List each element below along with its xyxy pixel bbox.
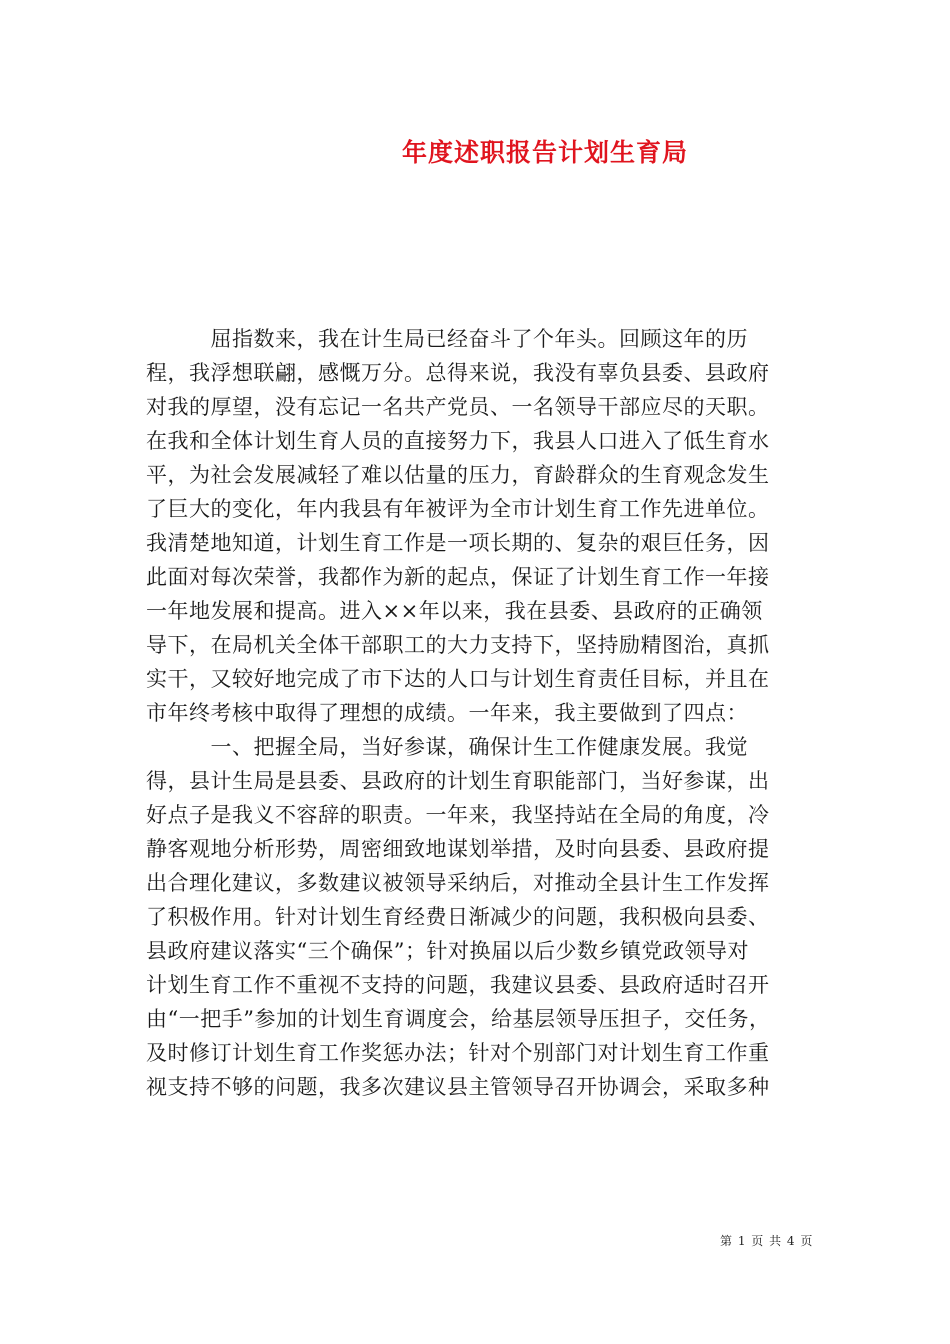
body-line: 计划生育工作不重视不支持的问题，我建议县委、县政府适时召开	[146, 973, 770, 997]
body-line: 出合理化建议，多数建议被领导采纳后，对推动全县计生工作发挥	[146, 871, 770, 895]
body-line: 了巨大的变化，年内我县有年被评为全市计划生育工作先进单位。	[146, 497, 770, 521]
body-line: 对我的厚望，没有忘记一名共产党员、一名领导干部应尽的天职。	[146, 395, 770, 419]
body-line: 屈指数来，我在计生局已经奋斗了个年头。回顾这年的历	[146, 327, 748, 351]
body-line: 了积极作用。针对计划生育经费日渐减少的问题，我积极向县委、	[146, 905, 770, 929]
body-line: 一、把握全局，当好参谋，确保计生工作健康发展。我觉	[146, 735, 748, 759]
body-line: 好点子是我义不容辞的职责。一年来，我坚持站在全局的角度，冷	[146, 803, 770, 827]
body-line: 实干，又较好地完成了市下达的人口与计划生育责任目标，并且在	[146, 667, 770, 691]
body-line: 平，为社会发展减轻了难以估量的压力，育龄群众的生育观念发生	[146, 463, 770, 487]
page-number: 第 1 页 共 4 页	[720, 1234, 814, 1248]
body-line: 我清楚地知道，计划生育工作是一项长期的、复杂的艰巨任务，因	[146, 531, 770, 555]
body-line: 得，县计生局是县委、县政府的计划生育职能部门，当好参谋，出	[146, 769, 770, 793]
body-line: 由“一把手”参加的计划生育调度会，给基层领导压担子，交任务，	[146, 1007, 771, 1031]
document-title: 年度述职报告计划生育局	[401, 138, 688, 167]
document-body	[146, 322, 808, 1104]
body-line: 在我和全体计划生育人员的直接努力下，我县人口进入了低生育水	[146, 429, 770, 453]
body-line: 一年地发展和提高。进入××年以来，我在县委、县政府的正确领	[146, 599, 763, 623]
body-line: 县政府建议落实“三个确保”；针对换届以后少数乡镇党政领导对	[146, 939, 749, 963]
body-line: 市年终考核中取得了理想的成绩。一年来，我主要做到了四点：	[146, 701, 748, 725]
body-line: 及时修订计划生育工作奖惩办法；针对个别部门对计划生育工作重	[146, 1041, 770, 1065]
body-line: 视支持不够的问题，我多次建议县主管领导召开协调会，采取多种	[146, 1075, 770, 1099]
body-line: 静客观地分析形势，周密细致地谋划举措，及时向县委、县政府提	[146, 837, 770, 861]
body-line: 程，我浮想联翩，感慨万分。总得来说，我没有辜负县委、县政府	[146, 361, 770, 385]
body-line: 导下，在局机关全体干部职工的大力支持下，坚持励精图治，真抓	[146, 633, 770, 657]
body-line: 此面对每次荣誉，我都作为新的起点，保证了计划生育工作一年接	[146, 565, 770, 589]
